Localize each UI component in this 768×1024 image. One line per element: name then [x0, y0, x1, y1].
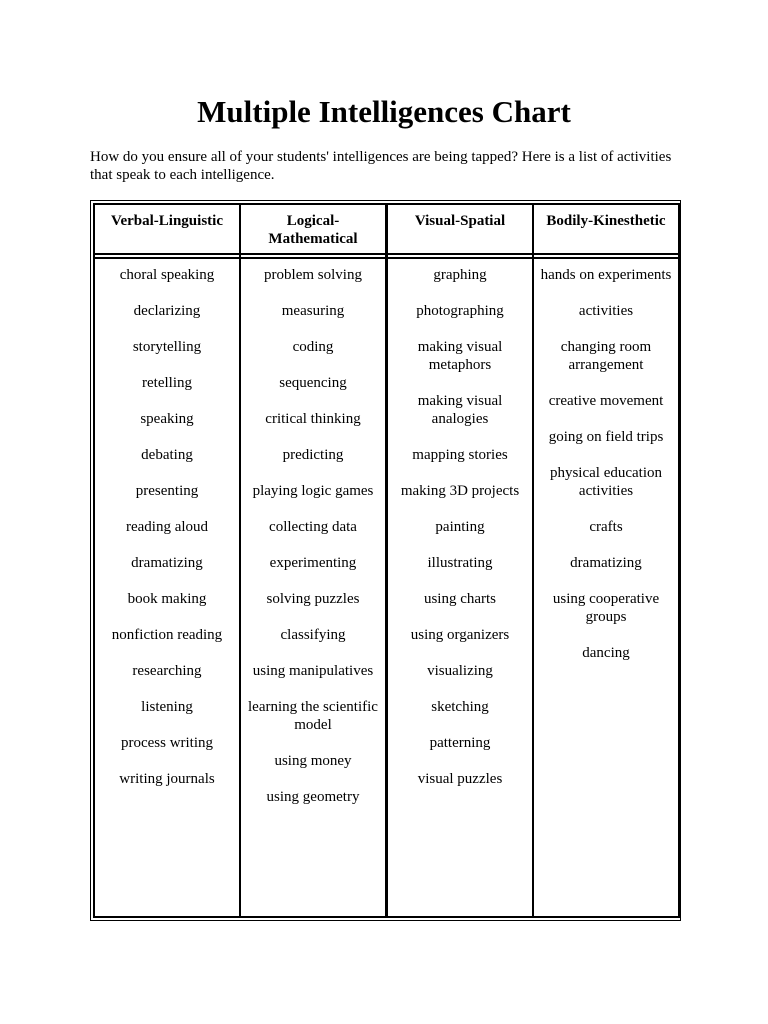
column-items	[95, 257, 239, 918]
column-header: Logical-Mathematical	[241, 203, 385, 255]
column-visual-spatial	[386, 203, 534, 918]
list-item: sequencing	[279, 375, 347, 391]
list-item: declarizing	[133, 303, 201, 319]
list-item: going on field trips	[548, 429, 664, 445]
list-item: physical education activities	[549, 465, 663, 499]
column-items	[534, 257, 678, 918]
list-item: changing room arrangement	[560, 339, 652, 373]
list-item: measuring	[281, 303, 345, 319]
list-item: experimenting	[269, 555, 357, 571]
list-item: book making	[127, 591, 207, 607]
list-item: visualizing	[427, 663, 493, 679]
list-item: collecting data	[269, 519, 357, 535]
list-item: debating	[141, 447, 193, 463]
list-item: hands on experiments	[540, 267, 672, 283]
column-verbal-linguistic	[93, 203, 241, 918]
list-item: visual puzzles	[417, 771, 503, 787]
list-item: speaking	[140, 411, 194, 427]
column-header: Verbal-Linguistic	[95, 203, 239, 255]
list-item: crafts	[589, 519, 623, 535]
list-item: making 3D projects	[400, 483, 520, 499]
list-item: patterning	[429, 735, 491, 751]
list-item: using geometry	[266, 789, 360, 805]
list-item: reading aloud	[125, 519, 209, 535]
list-item: learning the scientific model	[248, 699, 378, 733]
list-item: playing logic games	[252, 483, 374, 499]
list-item: illustrating	[427, 555, 493, 571]
list-item: storytelling	[132, 339, 202, 355]
intro-paragraph: How do you ensure all of your students' intelligences are being tapped? Here is a list of activities that speak to each intelligence.	[90, 149, 672, 183]
column-header: Bodily-Kinesthetic	[534, 203, 678, 255]
list-item: problem solving	[264, 267, 362, 283]
list-item: dramatizing	[131, 555, 203, 571]
list-item: photographing	[416, 303, 504, 319]
list-item: critical thinking	[265, 411, 361, 427]
column-bodily-kinesthetic	[532, 203, 680, 918]
list-item: using cooperative groups	[552, 591, 660, 625]
list-item: writing journals	[119, 771, 215, 787]
list-item: coding	[292, 339, 334, 355]
list-item: using charts	[423, 591, 497, 607]
column-items	[388, 257, 532, 918]
list-item: using manipulatives	[252, 663, 374, 679]
list-item: activities	[578, 303, 634, 319]
list-item: classifying	[280, 627, 346, 643]
list-item: creative movement	[548, 393, 664, 409]
list-item: painting	[435, 519, 485, 535]
table-inner	[93, 203, 678, 918]
list-item: process writing	[120, 735, 214, 751]
list-item: using organizers	[410, 627, 510, 643]
column-header: Visual-Spatial	[388, 203, 532, 255]
list-item: dramatizing	[570, 555, 642, 571]
list-item: solving puzzles	[266, 591, 360, 607]
list-item: choral speaking	[119, 267, 215, 283]
list-item: presenting	[135, 483, 199, 499]
list-item: using money	[274, 753, 352, 769]
list-item: making visual metaphors	[417, 339, 503, 373]
list-item: mapping stories	[412, 447, 508, 463]
list-item: making visual analogies	[417, 393, 503, 427]
column-logical-mathematical	[239, 203, 387, 918]
list-item: retelling	[142, 375, 192, 391]
list-item: researching	[132, 663, 202, 679]
column-items	[241, 257, 385, 918]
page-title: Multiple Intelligences Chart	[197, 94, 571, 129]
list-item: listening	[141, 699, 193, 715]
list-item: dancing	[582, 645, 630, 661]
intelligences-table	[90, 200, 681, 921]
list-item: nonfiction reading	[111, 627, 223, 643]
list-item: predicting	[282, 447, 344, 463]
list-item: graphing	[433, 267, 487, 283]
list-item: sketching	[431, 699, 489, 715]
